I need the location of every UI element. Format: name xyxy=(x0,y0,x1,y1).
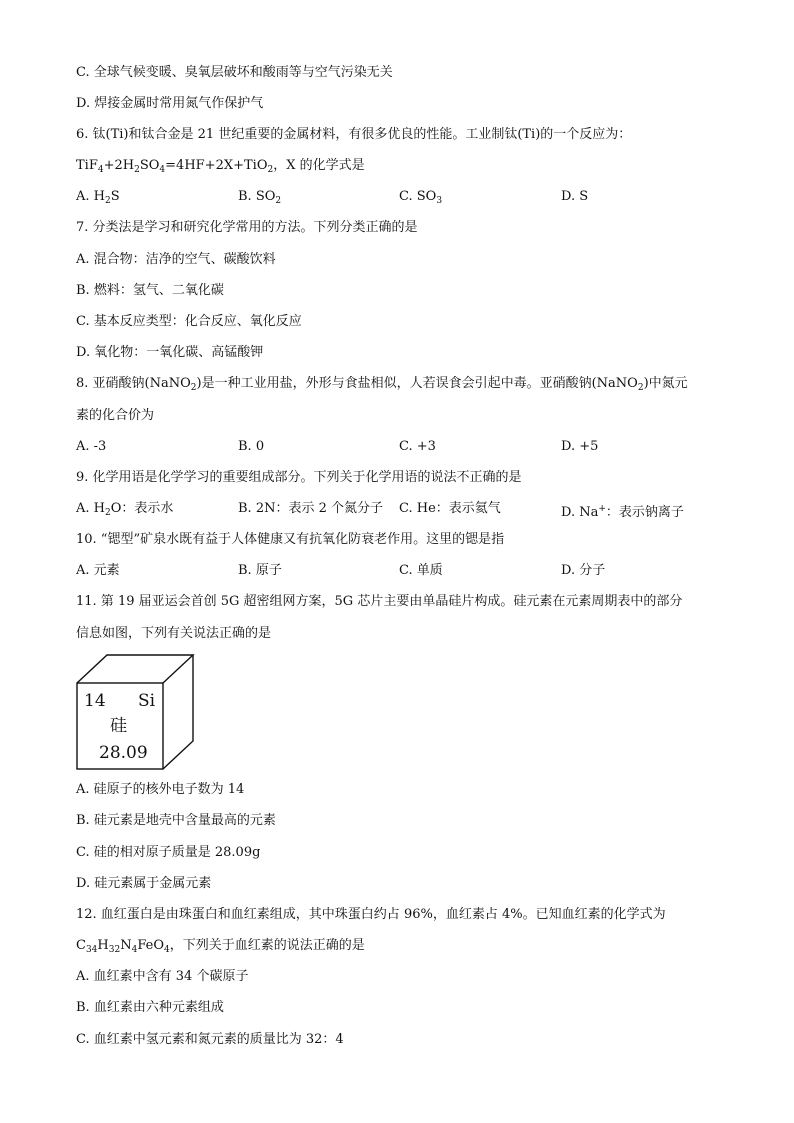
q6-option-a xyxy=(76,189,120,209)
q10-option-d: D. 分子 xyxy=(561,563,606,578)
subscript: 2 xyxy=(190,383,197,393)
q12-option-b: B. 血红素由六种元素组成 xyxy=(76,1000,224,1015)
q12-stem: 12. 血红蛋白是由珠蛋白和血红素组成，其中珠蛋白约占 96%，血红素占 4%。已知血红素的化学式为 xyxy=(76,907,666,922)
q6-equation xyxy=(76,158,365,178)
subscript: 4 xyxy=(163,945,170,955)
text: D. Na xyxy=(561,505,599,520)
text: ：表示钠离子 xyxy=(605,505,684,520)
q10-options xyxy=(76,563,736,579)
text: O：表示水 xyxy=(110,501,174,516)
q8-option-b: B. 0 xyxy=(238,439,265,454)
atomic-mass: 28.09 xyxy=(99,743,148,763)
element-name: 硅 xyxy=(110,716,127,736)
q5-option-c: C. 全球气候变暖、臭氧层破坏和酸雨等与空气污染无关 xyxy=(76,65,393,80)
subscript: 2 xyxy=(134,165,140,175)
q9-options xyxy=(76,501,736,520)
q11-stem: 11. 第 19 届亚运会首创 5G 超密组网方案，5G 芯片主要由单晶硅片构成。硅元素在元素周期表中的部分 xyxy=(76,594,683,609)
q9-option-d xyxy=(561,501,684,521)
text: A. H xyxy=(76,501,105,516)
q12-option-c: C. 血红素中氢元素和氮元素的质量比为 32：4 xyxy=(76,1032,344,1047)
q5-option-d: D. 焊接金属时常用氮气作保护气 xyxy=(76,96,264,111)
q12-formula-line xyxy=(76,938,365,958)
atomic-number: 14 xyxy=(84,691,106,711)
text: H xyxy=(97,938,109,953)
q6-option-c xyxy=(399,189,442,209)
q9-stem: 9. 化学用语是化学学习的重要组成部分。下列关于化学用语的说法不正确的是 xyxy=(76,470,522,485)
text: C. SO xyxy=(399,189,437,204)
text: B. SO xyxy=(238,189,276,204)
text: S xyxy=(110,189,120,204)
text: +2H xyxy=(103,158,135,173)
q10-option-c: C. 单质 xyxy=(399,563,443,578)
q7-stem: 7. 分类法是学习和研究化学常用的方法。下列分类正确的是 xyxy=(76,220,418,235)
subscript: 2 xyxy=(637,383,644,393)
text: =4HF+2X+TiO xyxy=(165,158,268,173)
text: C xyxy=(76,938,86,953)
text: 8. 亚硝酸钠(NaNO xyxy=(76,376,191,391)
text: ，下列关于血红素的说法正确的是 xyxy=(169,938,365,953)
text: N xyxy=(120,938,132,953)
q8-options xyxy=(76,439,736,455)
subscript: 3 xyxy=(436,196,443,206)
subscript: 4 xyxy=(131,945,138,955)
q8-option-a: A. -3 xyxy=(76,439,107,454)
text: ，X 的化学式是 xyxy=(273,158,365,173)
cube-side-face xyxy=(163,655,193,769)
q8-option-d: D. +5 xyxy=(561,439,599,454)
q11-stem-continued: 信息如图，下列有关说法正确的是 xyxy=(76,626,272,641)
q8-stem-continued: 素的化合价为 xyxy=(76,408,155,423)
q6-option-d: D. S xyxy=(561,189,589,204)
q11-option-b: B. 硅元素是地壳中含量最高的元素 xyxy=(76,813,276,828)
text: )中氮元 xyxy=(643,376,688,391)
subscript: 32 xyxy=(108,945,121,955)
q11-option-d: D. 硅元素属于金属元素 xyxy=(76,876,212,891)
element-symbol: Si xyxy=(138,691,156,711)
q7-option-d: D. 氧化物：一氧化碳、高锰酸钾 xyxy=(76,345,264,360)
q12-option-a: A. 血红素中含有 34 个碳原子 xyxy=(76,969,249,984)
superscript: + xyxy=(598,504,606,514)
q10-option-b: B. 原子 xyxy=(238,563,282,578)
q6-option-b xyxy=(238,189,281,209)
q9-option-c: C. He：表示氦气 xyxy=(399,501,501,516)
q9-option-a xyxy=(76,501,173,521)
text: SO xyxy=(139,158,160,173)
q10-stem: 10. “锶型”矿泉水既有益于人体健康又有抗氧化防衰老作用。这里的锶是指 xyxy=(76,532,505,547)
subscript: 4 xyxy=(97,165,104,175)
q6-options xyxy=(76,189,736,205)
q10-option-a: A. 元素 xyxy=(76,563,120,578)
cube-top-face xyxy=(77,655,193,683)
text: )是一种工业用盐，外形与食盐相似，人若误食会引起中毒。亚硝酸钠(NaNO xyxy=(196,376,638,391)
subscript: 2 xyxy=(105,196,111,206)
q6-stem: 6. 钛(Ti)和钛合金是 21 世纪重要的金属材料，有很多优良的性能。工业制钛(Ti)的一个反应为： xyxy=(76,127,632,142)
q9-option-b: B. 2N：表示 2 个氮分子 xyxy=(238,501,383,516)
text: TiF xyxy=(76,158,98,173)
q7-option-c: C. 基本反应类型：化合反应、氧化反应 xyxy=(76,314,302,329)
q7-option-b: B. 燃料：氢气、二氧化碳 xyxy=(76,283,224,298)
q11-option-c: C. 硅的相对原子质量是 28.09g xyxy=(76,845,261,860)
subscript: 4 xyxy=(159,165,166,175)
q8-stem xyxy=(76,376,688,396)
q11-option-a: A. 硅原子的核外电子数为 14 xyxy=(76,782,245,797)
subscript: 2 xyxy=(105,508,111,518)
subscript: 2 xyxy=(267,165,274,175)
text: A. H xyxy=(76,189,105,204)
text: FeO xyxy=(137,938,164,953)
subscript: 34 xyxy=(85,945,98,955)
subscript: 2 xyxy=(275,196,282,206)
q8-option-c: C. +3 xyxy=(399,439,436,454)
q7-option-a: A. 混合物：洁净的空气、碳酸饮料 xyxy=(76,252,276,267)
